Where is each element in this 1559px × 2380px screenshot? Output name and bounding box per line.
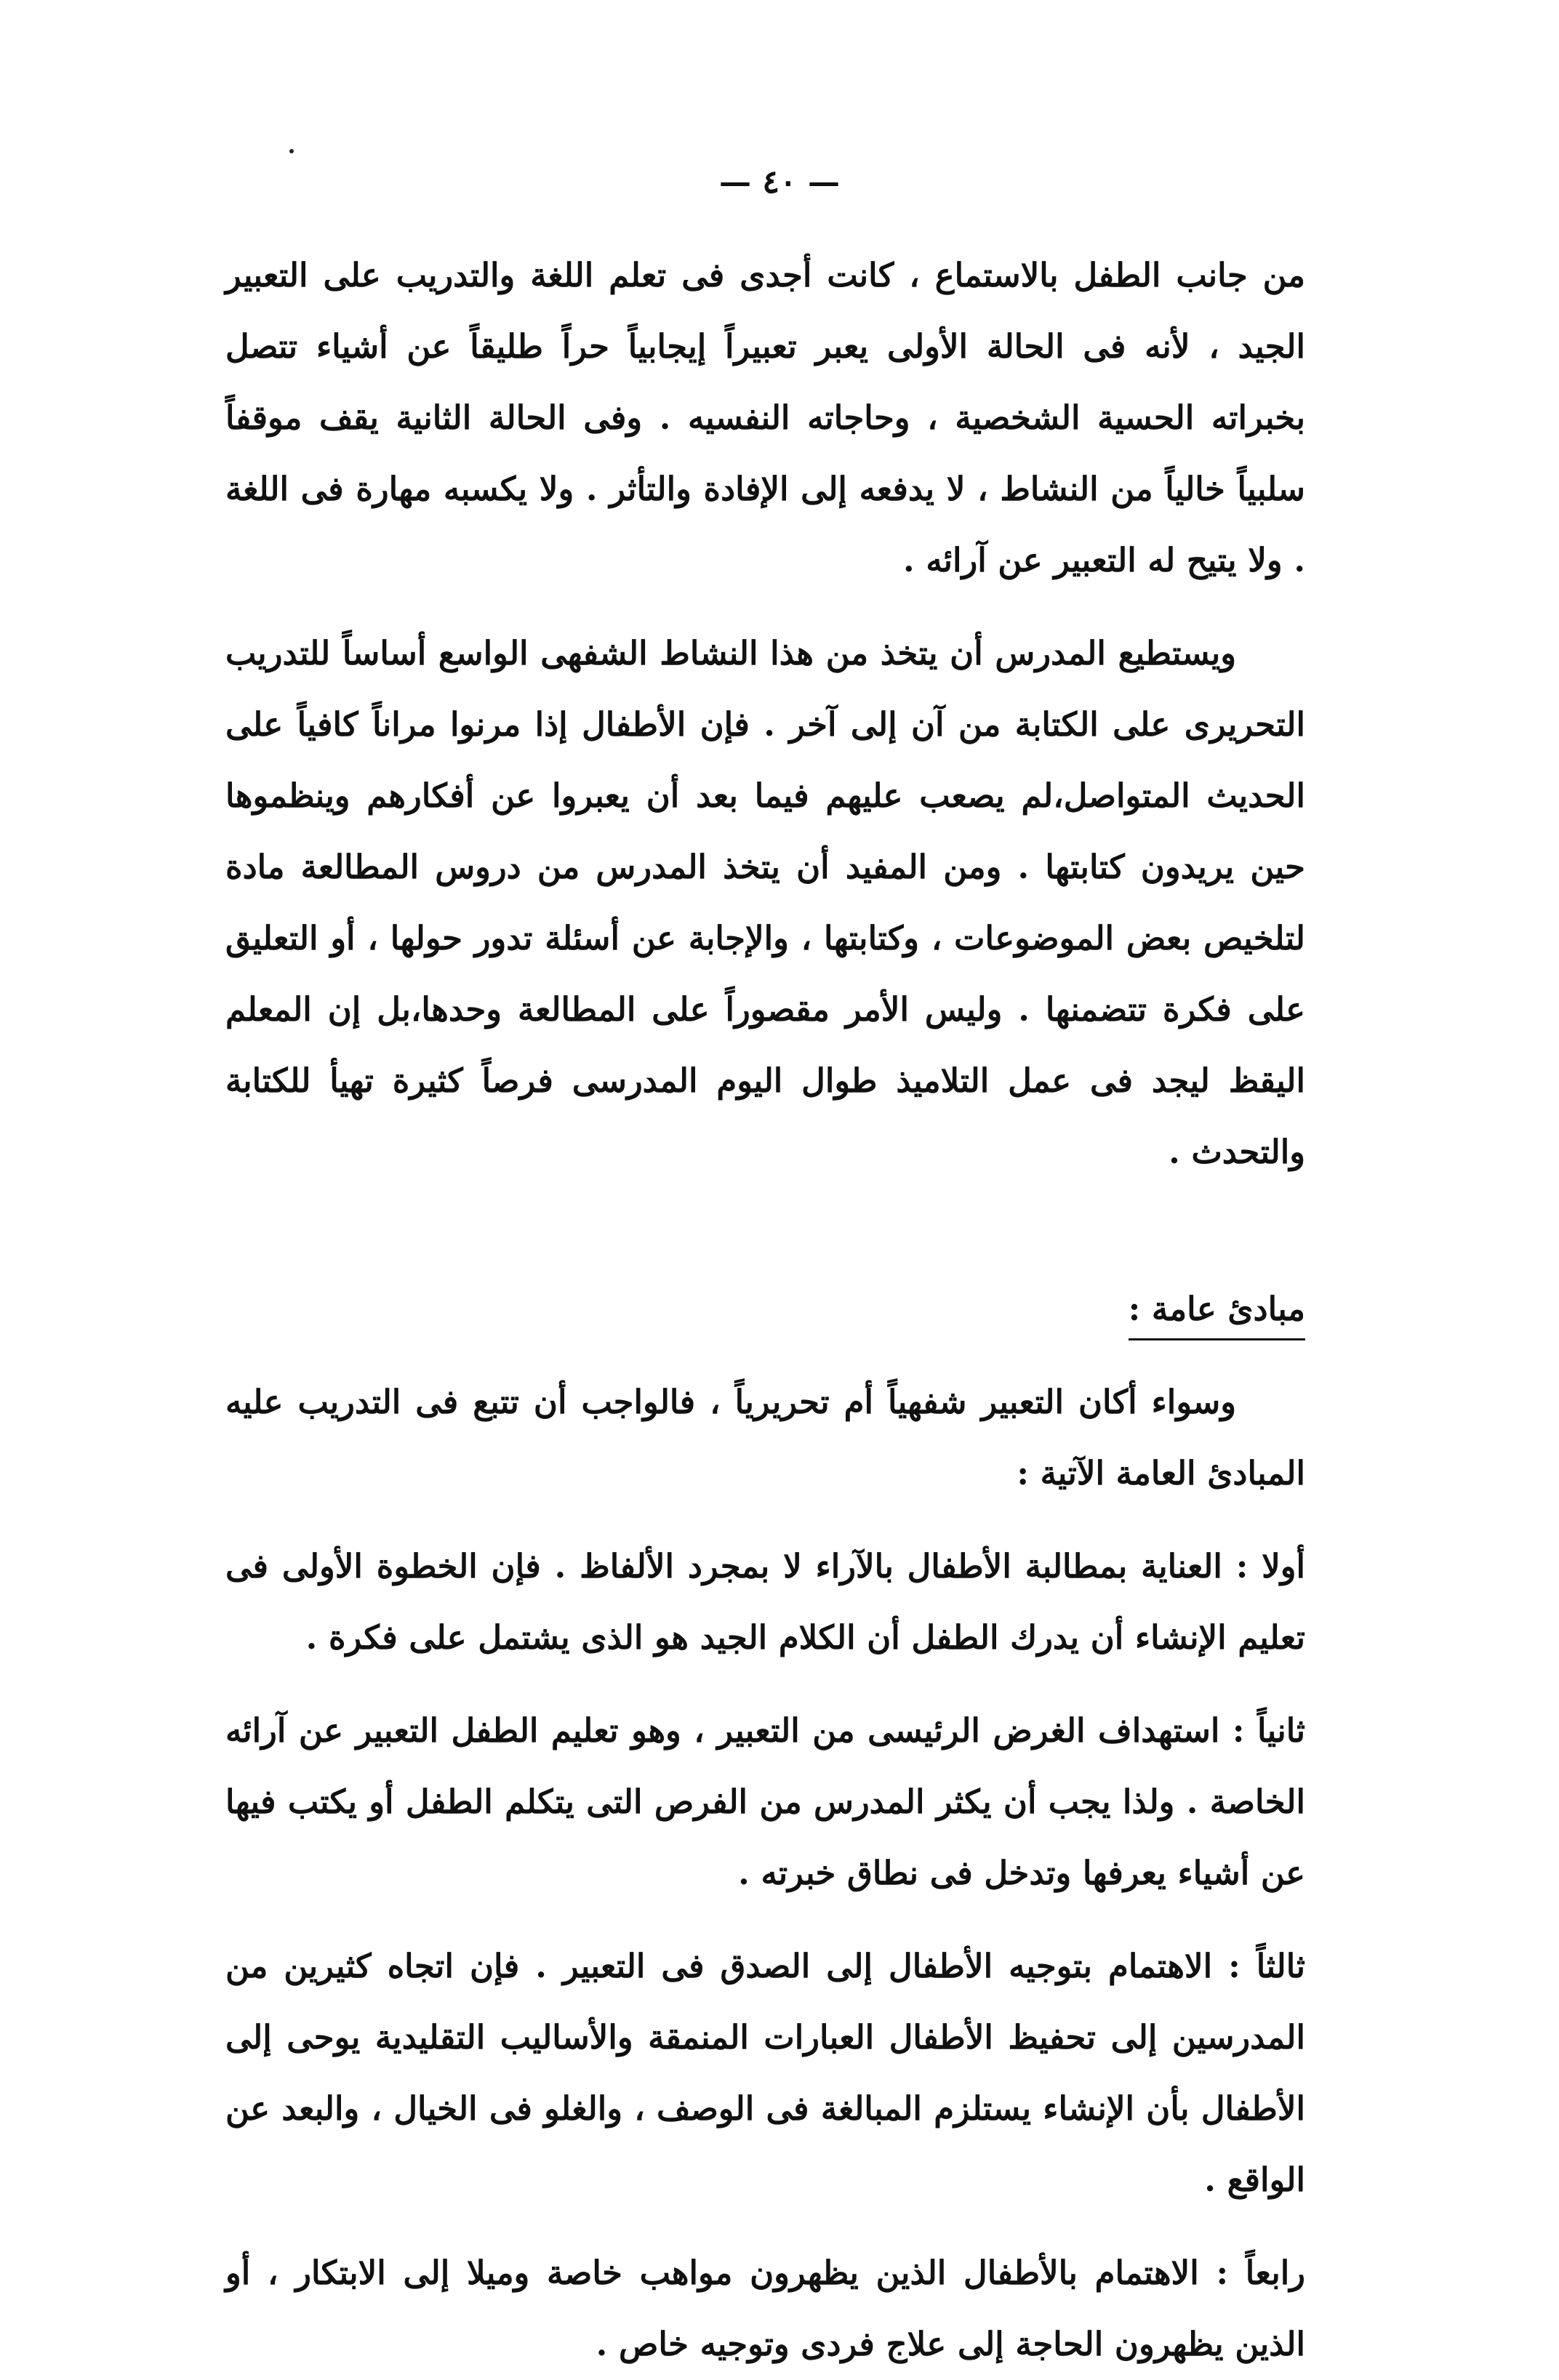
paragraph-continuation: من جانب الطفل بالاستماع ، كانت أجدى فى تعلم اللغة والتدريب على التعبير الجيد ، لأنه فى الحالة الأولى يعبر تعبيراً إيجابياً حراً طليقاً عن أشياء تتصل بخبراته الحسية الشخصية ، وحاجاته النفسيه . وفى الحالة الثانية يقف موقفاً سلبياً خالياً من النشاط ، لا يدفعه إلى الإفادة والتأثر . ولا يكسبه مهارة فى اللغة . ولا يتيح له التعبير عن آرائه . xyxy=(225,256,1305,579)
page-number: — ٤٠ — xyxy=(719,164,840,201)
principle-third: ثالثاً : الاهتمام بتوجيه الأطفال إلى الصدق فى التعبير . فإن اتجاه كثيرين من المدرسين إلى تحفيظ الأطفال العبارات المنمقة والأساليب التقليدية يوحى إلى الأطفال بأن الإنشاء يستلزم المبالغة فى الوصف ، والغلو فى الخيال ، والبعد عن الواقع . xyxy=(225,1947,1305,2199)
section-heading: مبادئ عامة : xyxy=(1129,1287,1305,1340)
section-heading-wrapper xyxy=(225,1274,1305,1345)
principle-second: ثانياً : استهداف الغرض الرئيسى من التعبير ، وهو تعليم الطفل التعبير عن آرائه الخاصة . ولذا يجب أن يكثر المدرس من الفرص التى يتكلم الطفل أو يكتب فيها عن أشياء يعرفها وتدخل فى نطاق خبرته . xyxy=(225,1711,1305,1892)
page-body xyxy=(225,240,1305,2380)
ink-speck xyxy=(289,149,294,153)
principle-fourth: رابعاً : الاهتمام بالأطفال الذين يظهرون مواهب خاصة وميلا إلى الابتكار ، أو الذين يظهرون الحاجة إلى علاج فردى وتوجيه خاص . xyxy=(225,2254,1305,2363)
paragraph-written-practice: ويستطيع المدرس أن يتخذ من هذا النشاط الشفهى الواسع أساساً للتدريب التحريرى على الكتابة من آن إلى آخر . فإن الأطفال إذا مرنوا مراناً كافياً على الحديث المتواصل،لم يصعب عليهم فيما بعد أن يعبروا عن أفكارهم وينظموها حين يريدون كتابتها . ومن المفيد أن يتخذ المدرس من دروس المطالعة مادة لتلخيص بعض الموضوعات ، وكتابتها ، والإجابة عن أسئلة تدور حولها ، أو التعليق على فكرة تتضمنها . وليس الأمر مقصوراً على المطالعة وحدها،بل إن المعلم اليقظ ليجد فى عمل التلاميذ طوال اليوم المدرسى فرصاً كثيرة تهيأ للكتابة والتحدث . xyxy=(225,634,1305,1171)
principle-first: أولا : العناية بمطالبة الأطفال بالآراء لا بمجرد الألفاظ . فإن الخطوة الأولى فى تعليم الإنشاء أن يدرك الطفل أن الكلام الجيد هو الذى يشتمل على فكرة . xyxy=(225,1547,1305,1657)
paragraph-principles-intro: وسواء أكان التعبير شفهياً أم تحريرياً ، فالواجب أن تتبع فى التدريب عليه المبادئ العامة الآتية : xyxy=(225,1383,1305,1492)
